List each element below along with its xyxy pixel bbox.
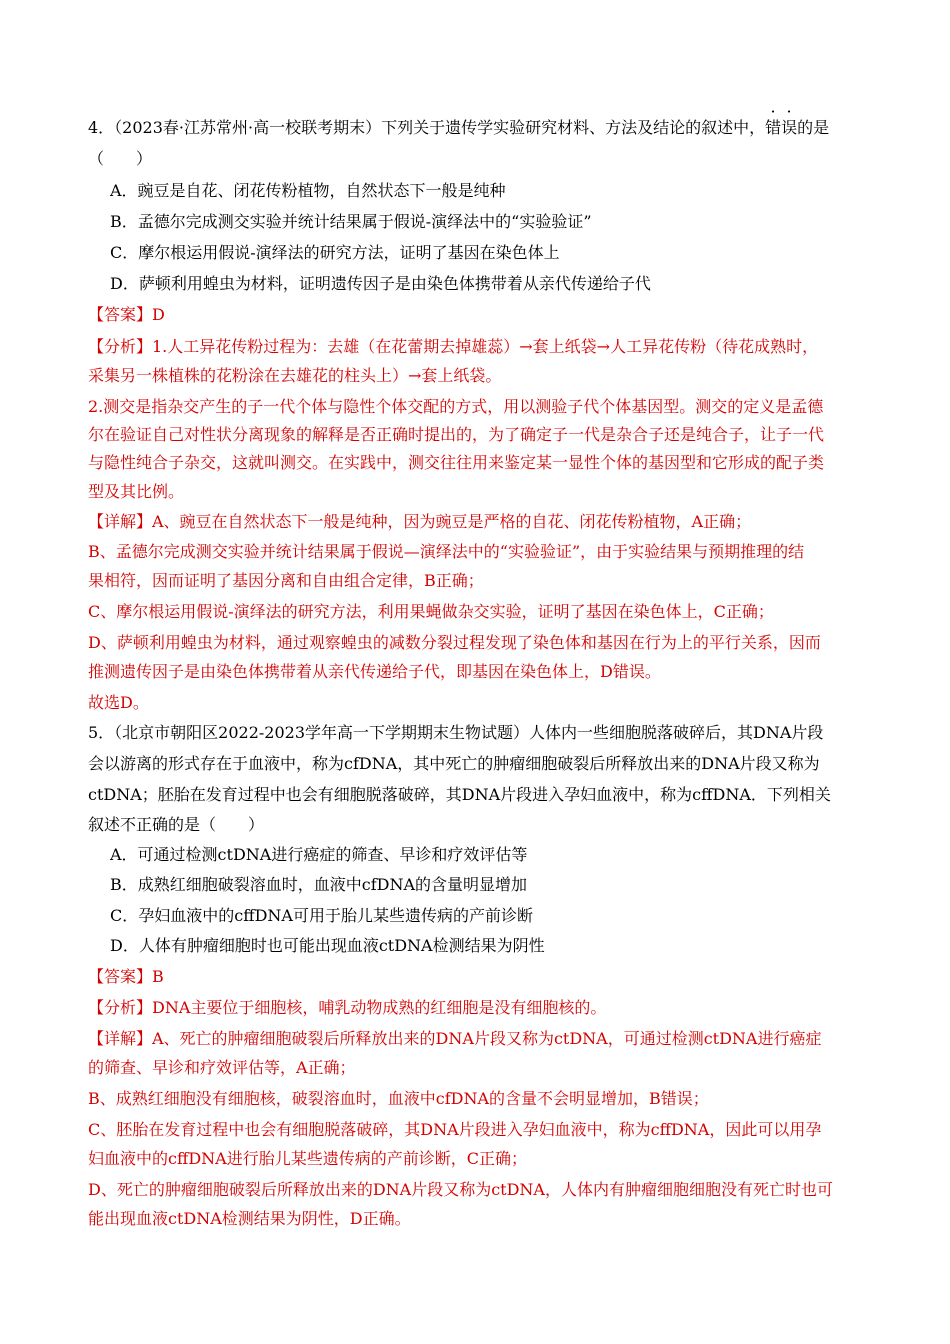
q5-detail-line: 能出现血液ctDNA检测结果为阴性，D正确。 — [88, 1209, 411, 1228]
q4-stem-text: 的是 — [797, 118, 830, 137]
q5-analysis-line: 【分析】DNA主要位于细胞核，哺乳动物成熟的红细胞是没有细胞核的。 — [88, 998, 607, 1017]
q4-analysis-line: 型及其比例。 — [88, 482, 185, 501]
q4-analysis-line: 与隐性纯合子杂交，这就叫测交。在实践中，测交往往用来鉴定某一显性个体的基因型和它形成的配子类 — [88, 453, 825, 472]
q4-option-a: A．豌豆是自花、闭花传粉植物，自然状态下一般是纯种 — [110, 181, 506, 200]
q4-detail-line: D、萨顿利用蝗虫为材料，通过观察蝗虫的减数分裂过程发现了染色体和基因在行为上的平行关系，因而 — [88, 633, 821, 652]
q4-emphasis-char: 错 — [765, 118, 782, 137]
q4-stem-line-2: （ ） — [88, 149, 153, 168]
q4-option-b: B．孟德尔完成测交实验并统计结果属于假说-演绎法中的“实验验证” — [110, 212, 592, 231]
q4-detail-line: 果相符，因而证明了基因分离和自由组合定律，B正确； — [88, 571, 484, 590]
q5-option-c: C．孕妇血液中的cffDNA可用于胎儿某些遗传病的产前诊断 — [110, 906, 533, 925]
q5-option-d: D．人体有肿瘤细胞时也可能出现血液ctDNA检测结果为阴性 — [110, 936, 545, 955]
q4-option-d: D．萨顿利用蝗虫为材料，证明遗传因子是由染色体携带着从亲代传递给子代 — [110, 274, 651, 293]
q4-option-c: C．摩尔根运用假说-演绎法的研究方法，证明了基因在染色体上 — [110, 243, 560, 262]
q4-emphasis-char: 误 — [781, 118, 798, 137]
q5-stem-line: ctDNA；胚胎在发育过程中也会有细胞脱落破碎，其DNA片段进入孕妇血液中，称为cffDNA．下列相关 — [88, 785, 831, 804]
q4-analysis-line: 2.测交是指杂交产生的子一代个体与隐性个体交配的方式，用以测验子代个体基因型。测交的定义是孟德 — [88, 397, 824, 416]
q4-analysis-line: 采集另一株植株的花粉涂在去雄花的柱头上）→套上纸袋。 — [88, 366, 502, 385]
q5-detail-line: D、死亡的肿瘤细胞破裂后所释放出来的DNA片段又称为ctDNA，人体内有肿瘤细胞细胞没有死亡时也可 — [88, 1180, 833, 1199]
q5-option-a: A．可通过检测ctDNA进行癌症的筛查、早诊和疗效评估等 — [110, 845, 528, 864]
q5-detail-line: 【详解】A、死亡的肿瘤细胞破裂后所释放出来的DNA片段又称为ctDNA，可通过检测ctDNA进行癌症 — [88, 1029, 822, 1048]
q4-detail-line: C、摩尔根运用假说-演绎法的研究方法，利用果蝇做杂交实验，证明了基因在染色体上，C正确； — [88, 602, 774, 621]
q5-detail-line: C、胚胎在发育过程中也会有细胞脱落破碎，其DNA片段进入孕妇血液中，称为cffDNA，因此可以用孕 — [88, 1120, 822, 1139]
q4-detail-line: 【详解】A、豌豆在自然状态下一般是纯种，因为豌豆是严格的自花、闭花传粉植物，A正确； — [88, 512, 752, 531]
q4-stem-text: 4．（2023春·江苏常州·高一校联考期末）下列关于遗传学实验研究材料、方法及结论的叙述中， — [88, 118, 766, 137]
q4-conclusion: 故选D。 — [88, 693, 149, 712]
q5-detail-line: 妇血液中的cffDNA进行胎儿某些遗传病的产前诊断，C正确； — [88, 1149, 527, 1168]
q4-stem-line-1 — [88, 118, 829, 138]
q5-detail-line: B、成熟红细胞没有细胞核，破裂溶血时，血液中cfDNA的含量不会明显增加，B错误； — [88, 1089, 709, 1108]
q5-stem-line: 5．（北京市朝阳区2022-2023学年高一下学期期末生物试题）人体内一些细胞脱落破碎后，其DNA片段 — [88, 723, 824, 742]
q4-analysis-line: 尔在验证自己对性状分离现象的解释是否正确时提出的，为了确定子一代是杂合子还是纯合子，让子一代 — [88, 425, 825, 444]
q5-option-b: B．成熟红细胞破裂溶血时，血液中cfDNA的含量明显增加 — [110, 875, 528, 894]
q5-detail-line: 的筛查、早诊和疗效评估等，A正确； — [88, 1058, 356, 1077]
q5-stem-line: 会以游离的形式存在于血液中，称为cfDNA，其中死亡的肿瘤细胞破裂后所释放出来的DNA片段又称为 — [88, 754, 820, 773]
q4-detail-line: B、孟德尔完成测交实验并统计结果属于假说—演绎法中的“实验验证”，由于实验结果与预期推理的结 — [88, 542, 805, 561]
q4-analysis-line: 【分析】1.人工异花传粉过程为：去雄（在花蕾期去掉雄蕊）→套上纸袋→人工异花传粉（待花成熟时， — [88, 337, 819, 356]
q4-answer: 【答案】D — [88, 305, 165, 324]
q5-stem-line: 叙述不正确的是（ ） — [88, 815, 265, 834]
q5-answer: 【答案】B — [88, 967, 164, 986]
q4-detail-line: 推测遗传因子是由染色体携带着从亲代传递给子代，即基因在染色体上，D错误。 — [88, 662, 661, 681]
